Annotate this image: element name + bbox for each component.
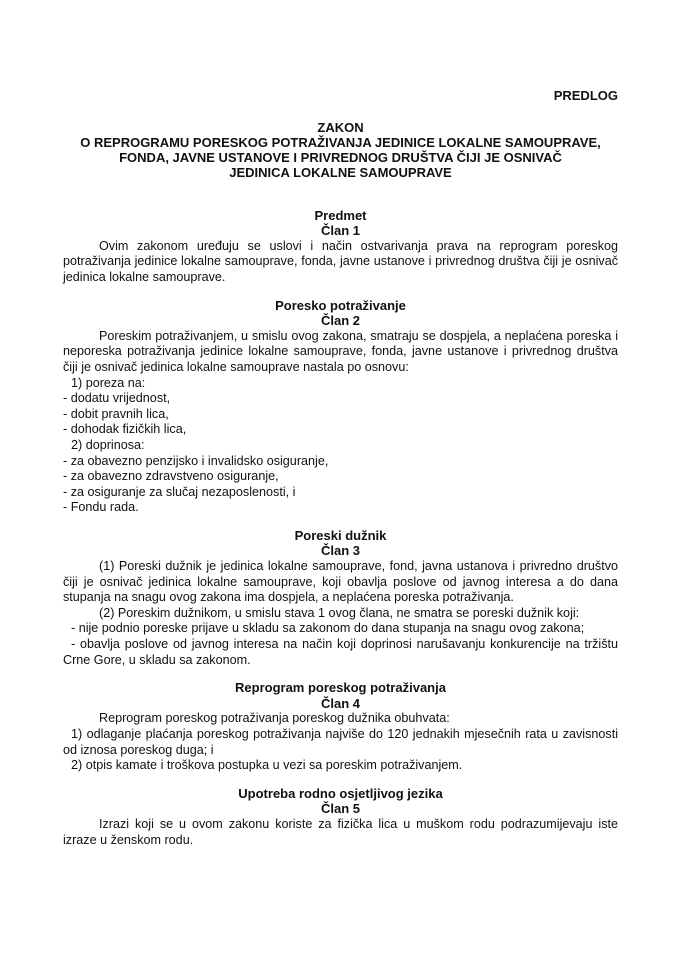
list-item: - dodatu vrijednost,: [63, 391, 171, 406]
section-heading: Upotreba rodno osjetljivog jezika: [238, 785, 443, 801]
article-number: Član 1: [320, 223, 360, 239]
article-number: Član 3: [320, 543, 360, 559]
section-reprogram: [63, 680, 618, 774]
law-title: [63, 120, 618, 180]
proposal-label: PREDLOG: [553, 88, 618, 103]
article-number: Član 2: [320, 313, 360, 329]
section-heading: Predmet: [314, 207, 367, 223]
article-text: Ovim zakonom uređuju se uslovi i način ostvarivanja prava na reprogram poreskog potraživanja jedinice lokalne samouprave, fonda, javne ustanove i privrednog društva čiji je osnivač jedinica lokalne samouprave.: [63, 238, 618, 284]
title-line: O REPROGRAMU PORESKOG POTRAŽIVANJA JEDINICE LOKALNE SAMOUPRAVE,: [80, 134, 601, 150]
title-line: FONDA, JAVNE USTANOVE I PRIVREDNOG DRUŠTVA ČIJI JE OSNIVAČ: [119, 149, 562, 165]
section-gender-language: [63, 786, 618, 848]
paragraph: Izrazi koji se u ovom zakonu koriste za fizička lica u muškom rodu podrazumijevaju iste izraze u ženskom rodu.: [63, 816, 618, 847]
list-item: 2) doprinosa:: [71, 437, 145, 452]
section-subject: [63, 208, 618, 286]
article-number: Član 4: [320, 695, 360, 711]
list-item: - za obavezno penzijsko i invalidsko osiguranje,: [63, 453, 329, 468]
section-heading: Poresko potraživanje: [275, 297, 406, 313]
section-heading: Reprogram poreskog potraživanja: [235, 680, 446, 696]
list-item: - nije podnio poreske prijave u skladu sa zakonom do dana stupanja na snagu ovog zakona;: [71, 621, 585, 636]
paragraph: Reprogram poreskog potraživanja poreskog dužnika obuhvata:: [99, 711, 450, 726]
list-item: - obavlja poslove od javnog interesa na način koji doprinosi narušavanju konkurencije na tržištu Crne Gore, u skladu sa zakonom.: [63, 637, 618, 667]
section-tax-claim: [63, 298, 618, 516]
list-item: - Fondu rada.: [63, 500, 139, 515]
list-item: 2) otpis kamate i troškova postupka u vezi sa poreskim potraživanjem.: [71, 758, 463, 773]
list-item: 1) poreza na:: [71, 375, 146, 390]
list-item: - dobit pravnih lica,: [63, 406, 169, 421]
section-heading: Poreski dužnik: [294, 527, 387, 543]
list-item: 1) odlaganje plaćanja poreskog potraživanja najviše do 120 jednakih mjesečnih rata u zavisnosti od iznosa poreskog duga; i: [63, 727, 618, 757]
title-line: JEDINICA LOKALNE SAMOUPRAVE: [229, 164, 452, 180]
list-item: - za osiguranje za slučaj nezaposlenosti, i: [63, 484, 296, 499]
document-page: [63, 88, 618, 848]
title-line: ZAKON: [317, 119, 364, 135]
article-text: Poreskim potraživanjem, u smislu ovog zakona, smatraju se dospjela, a neplaćena poreska i neporeska potraživanja jedinice lokalne samouprave, fonda, javne ustanove i privrednog društva čiji je osnivač jedinica lokalne samouprave nastala po osnovu:: [63, 328, 618, 374]
paragraph: (2) Poreskim dužnikom, u smislu stava 1 ovog člana, ne smatra se poreski dužnik koji:: [99, 605, 580, 620]
list-item: - za obavezno zdravstveno osiguranje,: [63, 469, 279, 484]
section-tax-debtor: [63, 528, 618, 668]
paragraph: (1) Poreski dužnik je jedinica lokalne samouprave, fond, javna ustanova i privredno društvo čiji je osnivač jedinica lokalne samouprave, koji obavlja poslove od javnog interesa a do dana stupanja na snagu ovog zakona ima dospjela, a neplaćena poreska potraživanja.: [63, 559, 618, 605]
list-item: - dohodak fizičkih lica,: [63, 422, 187, 437]
article-number: Član 5: [320, 801, 360, 817]
